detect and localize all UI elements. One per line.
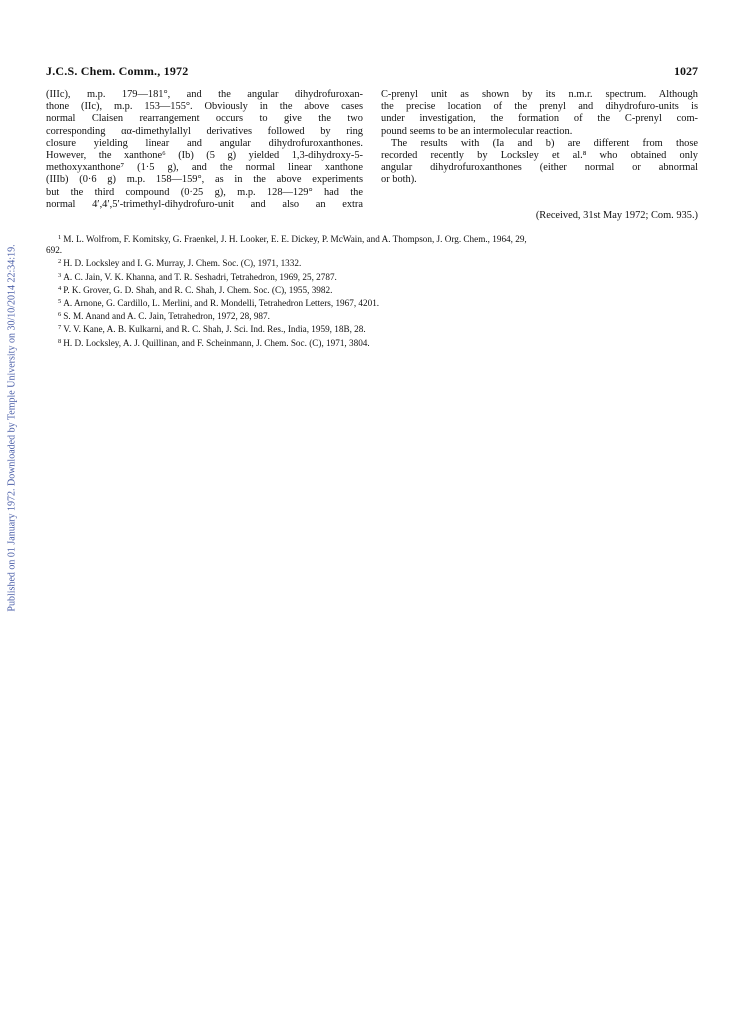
- reference-number: 5: [58, 298, 62, 306]
- reference-text: A. C. Jain, V. K. Khanna, and T. R. Seshadri, Tetrahedron, 1969, 25, 2787.: [63, 271, 337, 282]
- body-line: closure yielding linear and angular dihydrofuroxanthones.: [46, 137, 363, 149]
- reference-number: 6: [58, 311, 62, 319]
- reference-item: [46, 336, 698, 349]
- references-list: [46, 232, 698, 349]
- reference-number: 2: [58, 258, 62, 266]
- download-watermark: [4, 215, 20, 640]
- reference-item: [46, 322, 698, 335]
- reference-number: 1: [58, 234, 62, 241]
- reference-text: M. L. Wolfrom, F. Komitsky, G. Fraenkel, J. H. Looker, E. E. Dickey, P. McWain, and A. Thompson, J. Org. Chem., 1964, 29,: [63, 234, 527, 244]
- body-line: pound seems to be an intermolecular reaction.: [381, 125, 573, 137]
- body-line: corresponding αα-dimethylallyl derivatives followed by ring: [46, 125, 363, 137]
- body-line: The results with (Ia and b) are different from those: [391, 137, 698, 149]
- reference-text: H. D. Locksley and I. G. Murray, J. Chem. Soc. (C), 1971, 1332.: [63, 258, 302, 269]
- journal-title: J.C.S. Chem. Comm., 1972: [46, 64, 189, 78]
- reference-text: H. D. Locksley, A. J. Quillinan, and F. Scheinmann, J. Chem. Soc. (C), 1971, 3804.: [63, 337, 370, 348]
- page-number: 1027: [674, 64, 698, 78]
- body-line: the precise location of the prenyl and dihydrofuro-units is: [381, 101, 698, 113]
- reference-item: [46, 296, 698, 309]
- reference-number: 8: [58, 337, 62, 345]
- reference-number: 7: [58, 324, 62, 332]
- received-date: (Received, 31st May 1972; Com. 935.): [535, 210, 698, 221]
- body-line: under investigation, the formation of the C-prenyl com-: [381, 113, 698, 125]
- body-line: (IIIc), m.p. 179—181°, and the angular dihydrofuroxan-: [46, 89, 363, 100]
- reference-text: P. K. Grover, G. D. Shah, and R. C. Shah, J. Chem. Soc. (C), 1955, 3982.: [63, 284, 333, 295]
- reference-continuation: 692.: [46, 245, 63, 256]
- body-line: angular dihydrofuroxanthones (either normal or abnormal: [381, 162, 698, 174]
- body-line: methoxyxanthone⁷ (1·5 g), and the normal linear xanthone: [46, 162, 363, 174]
- reference-item: [46, 256, 698, 269]
- reference-item: [46, 309, 698, 322]
- body-line: C-prenyl unit as shown by its n.m.r. spectrum. Although: [381, 89, 698, 100]
- download-watermark-text: Published on 01 January 1972. Downloaded by Temple University on 30/10/2014 22:34:19.: [6, 243, 18, 612]
- left-column: [46, 89, 363, 211]
- body-line: (IIIb) (0·6 g) m.p. 158—159°, as in the above experiments: [46, 174, 363, 186]
- reference-number: 4: [58, 284, 62, 292]
- right-column: [381, 89, 698, 187]
- reference-text: A. Arnone, G. Cardillo, L. Merlini, and R. Mondelli, Tetrahedron Letters, 1967, 4201.: [63, 298, 380, 309]
- body-line: normal 4′,4′,5′-trimethyl-dihydrofuro-unit and also an extra: [46, 198, 363, 210]
- reference-item: [46, 270, 698, 283]
- body-line: recorded recently by Locksley et al.⁸ who obtained only: [381, 149, 698, 161]
- body-line: However, the xanthone⁶ (Ib) (5 g) yielded 1,3-dihydroxy-5-: [46, 149, 363, 161]
- page-header: [46, 64, 698, 80]
- reference-text: V. V. Kane, A. B. Kulkarni, and R. C. Shah, J. Sci. Ind. Res., India, 1959, 18B, 28.: [63, 324, 366, 335]
- body-line: but the third compound (0·25 g), m.p. 128—129° had the: [46, 186, 363, 198]
- body-line: thone (IIc), m.p. 153—155°. Obviously in the above cases: [46, 101, 363, 113]
- reference-item: [46, 232, 698, 245]
- body-line: or both).: [381, 174, 417, 186]
- reference-item: [46, 283, 698, 296]
- body-line: normal Claisen rearrangement occurs to give the two: [46, 113, 363, 125]
- reference-number: 3: [58, 271, 62, 279]
- reference-text: S. M. Anand and A. C. Jain, Tetrahedron, 1972, 28, 987.: [63, 311, 270, 322]
